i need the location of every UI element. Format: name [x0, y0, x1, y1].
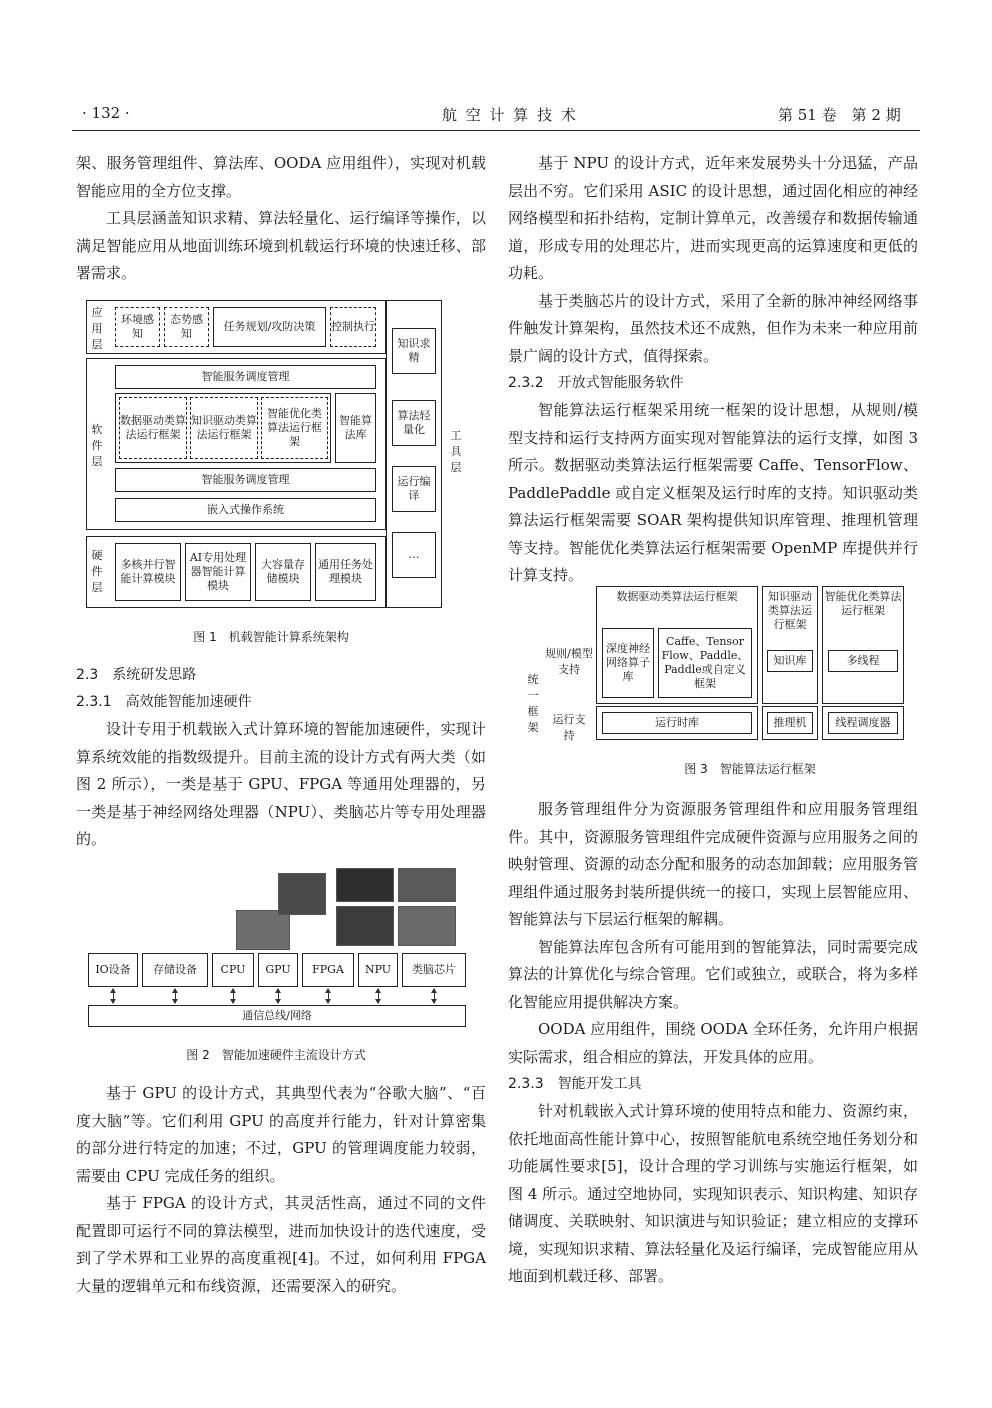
subsection-heading: 2.3.1 高效能智能加速硬件: [76, 694, 252, 710]
app-env-box: 环境感知: [115, 307, 160, 347]
paragraph: OODA 应用组件，围绕 OODA 全环任务，允许用户根据实际需求，组合相应的算法，开发具体的应用。: [508, 1020, 918, 1066]
deep-lib-box: 深度神经网络算子库: [602, 628, 654, 698]
tool-alg-box: 算法轻量化: [392, 400, 436, 446]
layer-label-sw: 软件层: [91, 423, 103, 468]
layer-label-hw: 硬件层: [91, 549, 103, 594]
chip-photo: [398, 868, 456, 902]
left-column-middle: [76, 662, 486, 854]
framework-box: Caffe、Tensor Flow、Paddle、Paddle或自定义框架: [658, 628, 752, 698]
app-sit-box: 态势感知: [164, 307, 209, 347]
opt-frame-title: 智能优化类算法运行框架: [824, 590, 902, 617]
kb-box: 知识库: [767, 650, 813, 672]
thread-sched-box: 线程调度器: [828, 712, 898, 734]
fw-know-box: 知识驱动类算法运行框架: [190, 397, 258, 459]
figure-1-caption: 图 1 机载智能计算系统架构: [193, 630, 349, 644]
data-frame-title: 数据驱动类算法运行框架: [616, 590, 738, 603]
paragraph: 智能算法库包含所有可能用到的智能算法，同时需要完成算法的计算优化与综合管理。它们或独立，或联合，将为多样化智能应用提供解决方案。: [508, 937, 918, 1011]
gpu-box: GPU: [258, 953, 298, 987]
page-number: · 132 ·: [82, 104, 130, 122]
fw-data-box: 数据驱动类算法运行框架: [119, 397, 187, 459]
paragraph: 设计专用于机载嵌入式计算环境的智能加速硬件，实现计算系统效能的指数级提升。目前主流的设计方式有两大类（如图 2 所示），一类是基于 GPU、FPGA 等通用处理器的，另一类是基于神经网络处理器（NPU）、类脑芯片等专用处理器的。: [76, 720, 486, 848]
bus-arrow: [378, 989, 379, 1003]
subsection-heading: 2.3.3 智能开发工具: [508, 1076, 642, 1092]
app-ctrl-box: 控制执行: [330, 307, 376, 347]
paragraph: 基于 NPU 的设计方式，近年来发展势头十分迅猛，产品层出不穷。它们采用 ASIC 的设计思想，通过固化相应的神经网络模型和拓扑结构，定制计算单元，改善缓存和数据传输通道，形成专用的处理芯片，进而实现更高的运算速度和更低的功耗。: [508, 154, 918, 282]
bus-box: 通信总线/网络: [88, 1005, 466, 1027]
paragraph: 基于类脑芯片的设计方式，采用了全新的脉冲神经网络事件触发计算架构，虽然技术还不成熟，但作为未来一种应用前景广阔的设计方式，值得探索。: [508, 291, 918, 365]
chip-photo: [336, 906, 394, 946]
paragraph: 服务管理组件分为资源服务管理组件和应用服务管理组件。其中，资源服务管理组件完成硬件资源与应用服务之间的映射管理、资源的动态分配和服务的动态加卸载；应用服务管理组件通过服务封装所提供统一的接口，实现上层智能应用、智能算法与下层运行框架的解耦。: [508, 800, 918, 928]
bus-arrow: [113, 989, 114, 1003]
storage-box: 存储设备: [142, 953, 208, 987]
cpu-box: CPU: [212, 953, 254, 987]
subsection-heading: 2.3.2 开放式智能服务软件: [508, 375, 684, 391]
runtime-box: 运行时库: [602, 712, 752, 734]
paragraph: 基于 GPU 的设计方式，其典型代表为“谷歌大脑”、“百度大脑”等。它们利用 GPU 的高度并行能力，针对计算密集的部分进行特定的加速；不过，GPU 的管理调度能力较弱，需要由 CPU 完成任务的组织。: [76, 1084, 486, 1185]
fpga-box: FPGA: [302, 953, 354, 987]
multithread-box: 多线程: [828, 650, 898, 672]
paragraph: 架、服务管理组件、算法库、OODA 应用组件），实现对机载智能应用的全方位支撑。: [76, 154, 486, 200]
row-label-run: 运行支持: [552, 713, 586, 742]
paragraph: 针对机载嵌入式计算环境的使用特点和能力、资源约束，依托地面高性能计算中心，按照智能航电系统空地任务划分和功能属性要求[5]，设计合理的学习训练与实施运行框架，如图 4 所示。通过空地协同，实现知识表示、知识构建、知识存储调度、关联映射、知识演进与知识验证；建立相应的支撑环境，实现知识求精、算法轻量化及运行编译，完成智能应用从地面到机载迁移、部署。: [508, 1102, 918, 1285]
tool-know-box: 知识求精: [392, 328, 436, 374]
unified-label: 统一框架: [527, 673, 539, 734]
infer-box: 推理机: [767, 712, 813, 734]
left-column-bottom: [76, 1080, 486, 1300]
journal-title: 航 空 计 算 技 术: [442, 106, 578, 124]
hw-multitask-box: 通用任务处理模块: [315, 543, 376, 601]
paragraph: 工具层涵盖知识求精、算法轻量化、运行编译等操作，以满足智能应用从地面训练环境到机载运行环境的快速迁移、部署需求。: [76, 209, 486, 282]
bus-arrow: [175, 989, 176, 1003]
hw-multi-box: 多核并行智能计算模块: [115, 543, 181, 601]
chip-photo: [278, 873, 326, 915]
bus-arrow: [434, 989, 435, 1003]
sched-top-box: 智能服务调度管理: [115, 365, 376, 389]
board-photo: [236, 910, 290, 950]
fw-opt-box: 智能优化类算法运行框架: [261, 397, 328, 459]
tool-comp-box: 运行编译: [392, 466, 436, 512]
left-column-top: [76, 150, 486, 288]
row-label-rule: 规则/模型支持: [545, 647, 593, 676]
paragraph: 智能算法运行框架采用统一框架的设计思想，从规则/模型支持和运行支持两方面实现对智能算法的运行支撑，如图 3 所示。数据驱动类算法运行框架需要 Caffe、TensorFlow、PaddlePaddle 或自定义框架及运行时库的支持。知识驱动类算法运行框架需要 SOAR 架构提供知识库管理、推理机管理等支持。智能优化类算法运行框架需要 OpenMP 库提供并行计算支持。: [508, 401, 918, 584]
os-box: 嵌入式操作系统: [115, 498, 376, 522]
sched-bottom-box: 智能服务调度管理: [115, 468, 376, 492]
figure-2-caption: 图 2 智能加速硬件主流设计方式: [186, 1048, 366, 1062]
app-task-box: 任务规划/攻防决策: [213, 307, 326, 347]
hw-storage-box: 大容量存储模块: [255, 543, 311, 601]
right-column-top: [508, 150, 918, 590]
tool-more-box: …: [392, 532, 436, 578]
io-box: IO设备: [88, 953, 138, 987]
alg-lib-box: 智能算法库: [335, 393, 376, 463]
layer-label-app: 应用层: [91, 306, 103, 351]
brain-chip-box: 类脑芯片: [402, 953, 466, 987]
hw-ai-box: AI专用处理器智能计算模块: [185, 543, 251, 601]
chip-photo: [336, 868, 394, 902]
bus-arrow: [328, 989, 329, 1003]
figure-3-caption: 图 3 智能算法运行框架: [684, 762, 816, 776]
header-rule: [72, 130, 920, 131]
right-column-bottom: [508, 796, 918, 1291]
paragraph: 基于 FPGA 的设计方式，其灵活性高，通过不同的文件配置即可运行不同的算法模型，进而加快设计的迭代速度，受到了学术界和工业界的高度重视[4]。不过，如何利用 FPGA 大量的逻辑单元和布线资源，还需要深入的研究。: [76, 1194, 486, 1295]
layer-label-tool: 工具层: [450, 429, 462, 474]
bus-arrow: [278, 989, 279, 1003]
know-frame-title: 知识驱动类算法运行框架: [768, 590, 812, 631]
bus-arrow: [233, 989, 234, 1003]
npu-box: NPU: [358, 953, 398, 987]
issue-info: 第 51 卷 第 2 期: [778, 106, 901, 124]
section-heading: 2.3 系统研发思路: [76, 667, 197, 683]
chip-photo: [398, 906, 456, 946]
